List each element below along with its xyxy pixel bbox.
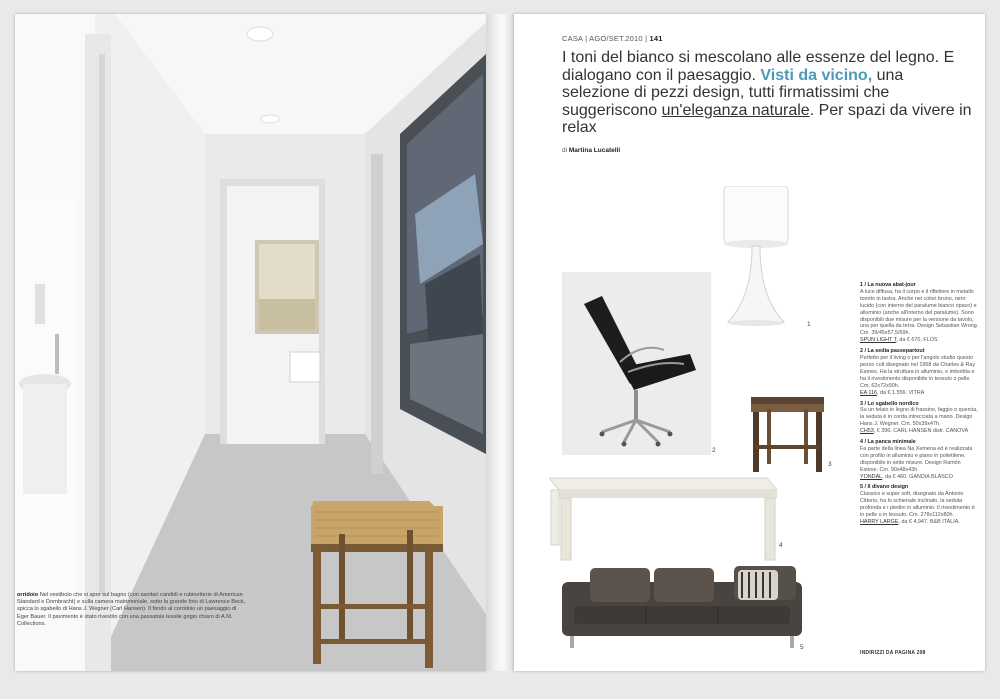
- caption-lamp-text: A luce diffusa, ha il corpo e il riflettore in metallo tornito in lastra. Anche nei colori bruno, nero lucido (con interno del paralume bianco opaco) e alluminio (anche all'interno del paralume). Sono disponibili due misure per la versione da tavolo, una per quella da terra. Design Sebastian Wrong. Cm. 39/45x57,5/69h.: [860, 288, 979, 337]
- corridor-illustration: [15, 14, 486, 671]
- caption-bench-code: YONDAL: [860, 473, 883, 480]
- byline-prefix: di: [562, 147, 569, 154]
- byline-author: Martina Lucatelli: [568, 147, 621, 154]
- product-number-2: 2: [712, 447, 716, 454]
- caption-lamp: [860, 282, 980, 344]
- caption-stool: [860, 401, 980, 436]
- right-page: [514, 14, 985, 671]
- caption-stool-code: CH53: [860, 428, 874, 435]
- addresses-footnote: INDIRIZZI DA PAGINA 208: [860, 650, 926, 656]
- folio-page-number: 141: [649, 34, 663, 43]
- caption-sofa: [860, 484, 980, 525]
- caption-stool-title: 3 / Lo sgabello nordico: [860, 400, 919, 407]
- intro-accent: Visti da vicino,: [760, 66, 873, 84]
- product-number-4: 4: [779, 542, 783, 549]
- caption-lamp-price: , da € 670. FLOS: [896, 337, 938, 344]
- caption-chair-code: EA 116: [860, 389, 877, 396]
- intro-underline: un'eleganza naturale: [661, 101, 810, 119]
- caption-stool-price: , € 396. CARL HANSEN distr. CANOVA: [873, 428, 969, 435]
- caption-bench-text: Fa parte della linea Na Xemena ed è realizzata con profilo in alluminio e piano in polietilene, disponibile in sette misure. Design Ramón Esteve. Cm. 90x48x43h.: [860, 445, 973, 473]
- photo-caption-title: orridoio: [17, 592, 39, 598]
- folio: [562, 34, 663, 43]
- product-sofa-image: [562, 564, 802, 650]
- product-number-3: 3: [828, 461, 832, 468]
- product-stool-image: [749, 397, 826, 472]
- caption-bench: [860, 439, 980, 480]
- caption-chair: [860, 348, 980, 396]
- caption-sofa-text: Classico e super soft, disegnato da Antonio Citterio, ha lo schienale inclinato, la seduta profonda e i piedini in alluminio. Il rivestimento è in pelle o in tessuto. Cm. 278x112x80h.: [860, 491, 975, 519]
- caption-lamp-code: SPUN LIGHT T: [860, 337, 897, 344]
- caption-stool-text: Su un telaio in legno di frassino, faggio o quercia, la seduta è in corda intrecciata a mano. Design Hans J. Wegner. Cm. 50x39x47h.: [860, 407, 978, 428]
- left-page: [15, 14, 486, 671]
- product-chair-image: [562, 272, 711, 455]
- caption-sofa-code: HARRY LARGE: [860, 519, 899, 525]
- photo-caption: [17, 592, 247, 628]
- caption-sofa-price: , da € 4.947. B&B ITALIA.: [898, 519, 960, 525]
- corridor-photo: [15, 14, 486, 671]
- caption-chair-text: Perfetto per il living o per l'angolo studio questo pezzo cult disegnato nel 1958 da Charles & Ray Eames. Ha la struttura in alluminio, e imbottita e ha il rivestimento disponibile in tessuto o pelle. Cm. 62x72x90h.: [860, 355, 976, 389]
- intro-text: [562, 49, 972, 137]
- product-number-1: 1: [807, 321, 811, 328]
- intro-line-3: . Per spazi da vivere in relax: [562, 101, 972, 137]
- product-captions: [860, 282, 980, 530]
- caption-lamp-title: 1 / La nuova abat-jour: [860, 282, 916, 288]
- caption-chair-price: , da € 1.556. VITRA: [876, 389, 925, 396]
- product-lamp-image: [714, 186, 799, 334]
- photo-caption-text: Nel vestibolo che si apre sul bagno (con sanitari candidi e rubinetterie di American Standard e Dornbracht) e sulla camera matrimoniale, sotto la grande foto di Lawrence Beck, spicca lo sgabello di Hans J. Wegner (Carl Hansen). Il fondo al corridoio un paesaggio di Eger Bauer. Il pavimento è stato rivestito con una passatoia tessile grigio chiaro di A.M. Collections.: [17, 592, 246, 627]
- caption-bench-title: 4 / La panca minimale: [860, 439, 916, 446]
- byline: [562, 147, 620, 154]
- caption-chair-title: 2 / La sedia passepartout: [860, 348, 925, 355]
- caption-bench-price: , da € 460. GANDIA BLASCO: [882, 473, 953, 480]
- product-bench-image: [549, 476, 779, 562]
- folio-magazine: CASA | AGO/SET.2010 |: [562, 34, 650, 43]
- product-number-5: 5: [800, 644, 804, 651]
- caption-sofa-title: 5 / Il divano design: [860, 484, 909, 491]
- intro-line-2: una selezione di pezzi design, tutti firmatissimi che suggeriscono: [562, 66, 904, 119]
- spread-spine: [486, 14, 514, 671]
- intro-line-1: I toni del bianco si mescolano alle essenze del legno. E dialogano con il paesaggio.: [562, 49, 955, 84]
